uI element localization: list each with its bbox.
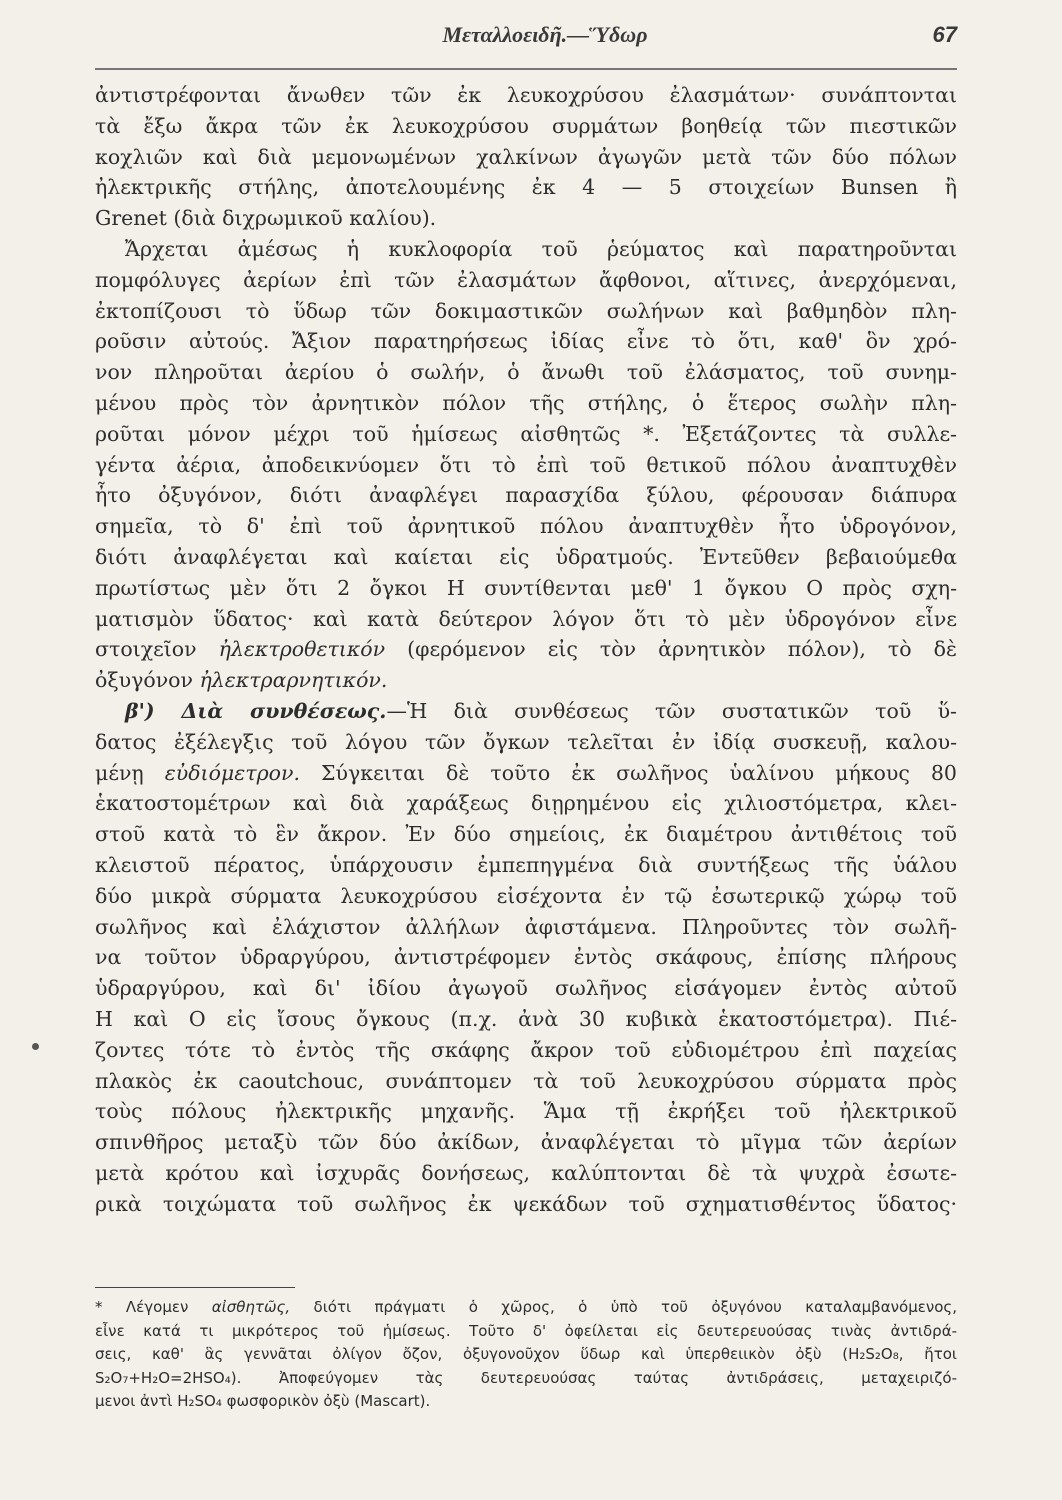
text-line: τὰ ἔξω ἄκρα τῶν ἐκ λευκοχρύσου συρμάτων βοηθείᾳ τῶν πιεστικῶν [95, 113, 957, 138]
text-line: ἦτο ὀξυγόνον, διότι ἀναφλέγει παρασχίδα ξύλου, φέρουσαν διάπυρα [95, 483, 957, 508]
text-line: σωλῆνος καὶ ἐλάχιστον ἀλλήλων ἀφιστάμενα. Πληροῦντες τὸν σωλῆ- [95, 914, 957, 939]
emphasized-term: ἠλεκτροθετικόν [218, 637, 386, 662]
paragraph-3 [95, 696, 957, 1220]
footnote-marker: * [95, 1298, 103, 1316]
paragraph-1 [95, 80, 957, 234]
text-run: στοιχεῖον [95, 637, 197, 662]
text-line: μετὰ κρότου καὶ ἰσχυρᾶς δονήσεως, καλύπτονται δὲ τὰ ψυχρὰ ἐσωτε- [95, 1160, 957, 1185]
text-line [95, 665, 957, 696]
text-line: Ἄρχεται ἀμέσως ἡ κυκλοφορία τοῦ ῥεύματος καὶ παρατηροῦνται [125, 236, 957, 261]
header-rule [95, 62, 957, 70]
text-line: ζοντες τότε τὸ ἐντὸς τῆς σκάφης ἄκρον τοῦ εὐδιομέτρου ἐπὶ παχείας [95, 1037, 957, 1062]
text-line: να τοῦτον ὑδραργύρου, ἀντιστρέφομεν ἐντὸς σκάφους, ἐπίσης πλήρους [95, 945, 957, 970]
text-line: ροῦται μόνον μέχρι τοῦ ἡμίσεως αἰσθητῶς *. Ἐξετάζοντες τὰ συλλε- [95, 421, 957, 446]
text-line: ἀντιστρέφονται ἄνωθεν τῶν ἐκ λευκοχρύσου ἐλασμάτων· συνάπτονται [95, 83, 957, 107]
footnote [95, 1296, 957, 1414]
footnote-rule [95, 1287, 295, 1288]
text-line: δατος ἐξέλεγξις τοῦ λόγου τῶν ὄγκων τελεῖται ἐν ἰδίᾳ συσκευῇ, καλου- [95, 729, 957, 754]
text-line: ἑκατοστομέτρων καὶ διὰ χαράξεως διῃρημένου εἰς χιλιοστόμετρα, κλει- [95, 791, 957, 816]
footnote-line: σεις, καθ' ἃς γεννᾶται ὀλίγον ὄζον, ὀξυγονοῦχον ὕδωρ καὶ ὑπερθειικὸν ὀξὺ (H₂S₂O₈, ἤτοι [95, 1345, 957, 1363]
text-line: κλειστοῦ πέρατος, ὑπάρχουσιν ἐμπεπηγμένα διὰ συντήξεως τῆς ὑάλου [95, 852, 957, 877]
emphasized-term: αἰσθητῶς, [211, 1298, 291, 1316]
text-line: σημεῖα, τὸ δ' ἐπὶ τοῦ ἀρνητικοῦ πόλου ἀναπτυχθὲν ἦτο ὑδρογόνον, [95, 514, 957, 539]
text-line: νον πληροῦται ἀερίου ὁ σωλήν, ὁ ἄνωθι τοῦ ἐλάσματος, τοῦ συνημ- [95, 360, 957, 385]
text-run: —Ἡ διὰ συνθέσεως τῶν συστατικῶν τοῦ ὕ- [386, 698, 957, 723]
section-heading: β') Διὰ συνθέσεως. [125, 698, 387, 723]
margin-mark [32, 1043, 39, 1050]
text-line: διότι ἀναφλέγεται καὶ καίεται εἰς ὑδρατμούς. Ἐντεῦθεν βεβαιούμεθα [95, 544, 957, 569]
text-line: Grenet (διὰ διχρωμικοῦ καλίου). [95, 206, 437, 231]
text-line: πομφόλυγες ἀερίων ἐπὶ τῶν ἐλασμάτων ἄφθονοι, αἵτινες, ἀνερχόμεναι, [95, 267, 957, 292]
footnote-line: S₂O₇+H₂O=2HSO₄). Ἀποφεύγομεν τὰς δευτερευούσας ταύτας ἀντιδράσεις, μεταχειριζό- [95, 1368, 957, 1387]
text-line: μένου πρὸς τὸν ἀρνητικὸν πόλον τῆς στήλης, ὁ ἕτερος σωλὴν πλη- [95, 390, 957, 415]
text-run: ὀξυγόνον [95, 668, 193, 693]
text-line: πρωτίστως μὲν ὅτι 2 ὄγκοι Η συντίθενται μεθ' 1 ὄγκου Ο πρὸς σχη- [95, 575, 957, 600]
footnote-line: μενοι ἀντὶ H₂SO₄ φωσφορικὸν ὀξὺ (Mascart). [95, 1392, 431, 1410]
text-line: σπινθῆρος μεταξὺ τῶν δύο ἀκίδων, ἀναφλέγεται τὸ μῖγμα τῶν ἀερίων [95, 1130, 957, 1155]
text-line [95, 696, 957, 727]
paragraph-2 [95, 234, 957, 696]
text-run: διότι πράγματι ὁ χῶρος, ὁ ὑπὸ τοῦ ὀξυγόνου καταλαμβανόμενος, [313, 1298, 957, 1316]
page-number: 67 [932, 22, 957, 47]
text-line: στοῦ κατὰ τὸ ἓν ἄκρον. Ἐν δύο σημείοις, ἐκ διαμέτρου ἀντιθέτοις τοῦ [95, 822, 957, 847]
text-line: τοὺς πόλους ἠλεκτρικῆς μηχανῆς. Ἅμα τῇ ἐκρήξει τοῦ ἠλεκτρικοῦ [95, 1099, 957, 1124]
text-line: πλακὸς ἐκ caoutchouc, συνάπτομεν τὰ τοῦ λευκοχρύσου σύρματα πρὸς [95, 1068, 957, 1093]
text-line: γέντα ἀέρια, ἀποδεικνύομεν ὅτι τὸ ἐπὶ τοῦ θετικοῦ πόλου ἀναπτυχθὲν [95, 452, 957, 477]
text-line: Η καὶ Ο εἰς ἴσους ὄγκους (π.χ. ἀνὰ 30 κυβικὰ ἑκατοστόμετρα). Πιέ- [95, 1006, 957, 1031]
text-line: δύο μικρὰ σύρματα λευκοχρύσου εἰσέχοντα ἐν τῷ ἐσωτερικῷ χώρῳ τοῦ [95, 883, 957, 908]
running-title: Μεταλλοειδῆ.—Ὕδωρ [442, 22, 648, 47]
text-line: ρικὰ τοιχώματα τοῦ σωλῆνος ἐκ ψεκάδων τοῦ σχηματισθέντος ὕδατος· [95, 1191, 957, 1216]
footnote-line [95, 1296, 957, 1320]
text-line: ἠλεκτρικῆς στήλης, ἀποτελουμένης ἐκ 4 — 5 στοιχείων Bunsen ἢ [95, 175, 957, 200]
text-line: ἐκτοπίζουσι τὸ ὕδωρ τῶν δοκιμαστικῶν σωλήνων καὶ βαθμηδὸν πλη- [95, 298, 957, 323]
text-line: ὑδραργύρου, καὶ δι' ἰδίου ἀγωγοῦ σωλῆνος εἰσάγομεν ἐντὸς αὐτοῦ [95, 976, 957, 1001]
text-run: μένῃ [95, 760, 144, 785]
text-run: (φερόμενον εἰς τὸν ἀρνητικὸν πόλον), τὸ δὲ [407, 637, 957, 662]
text-line [95, 758, 957, 789]
text-run: Σύγκειται δὲ τοῦτο ἐκ σωλῆνος ὑαλίνου μήκους 80 [321, 760, 957, 785]
emphasized-term: εὐδιόμετρον. [164, 760, 300, 785]
footnote-line: εἶνε κατά τι μικρότερος τοῦ ἡμίσεως. Τοῦτο δ' ὀφείλεται εἰς δευτερευούσας τινὰς ἀντιδρά- [95, 1321, 957, 1340]
text-line: ματισμὸν ὕδατος· καὶ κατὰ δεύτερον λόγον ὅτι τὸ μὲν ὑδρογόνον εἶνε [95, 606, 957, 631]
emphasized-term: ἠλεκτραρνητικόν. [199, 668, 388, 693]
running-head [95, 22, 957, 58]
text-run: Λέγομεν [125, 1298, 189, 1316]
text-line: κοχλιῶν καὶ διὰ μεμονωμένων χαλκίνων ἀγωγῶν μετὰ τῶν δύο πόλων [95, 144, 957, 169]
text-line: ροῦσιν αὐτούς. Ἄξιον παρατηρήσεως ἰδίας εἶνε τὸ ὅτι, καθ' ὃν χρό- [95, 329, 957, 354]
body-text [95, 80, 957, 1219]
text-line [95, 634, 957, 665]
